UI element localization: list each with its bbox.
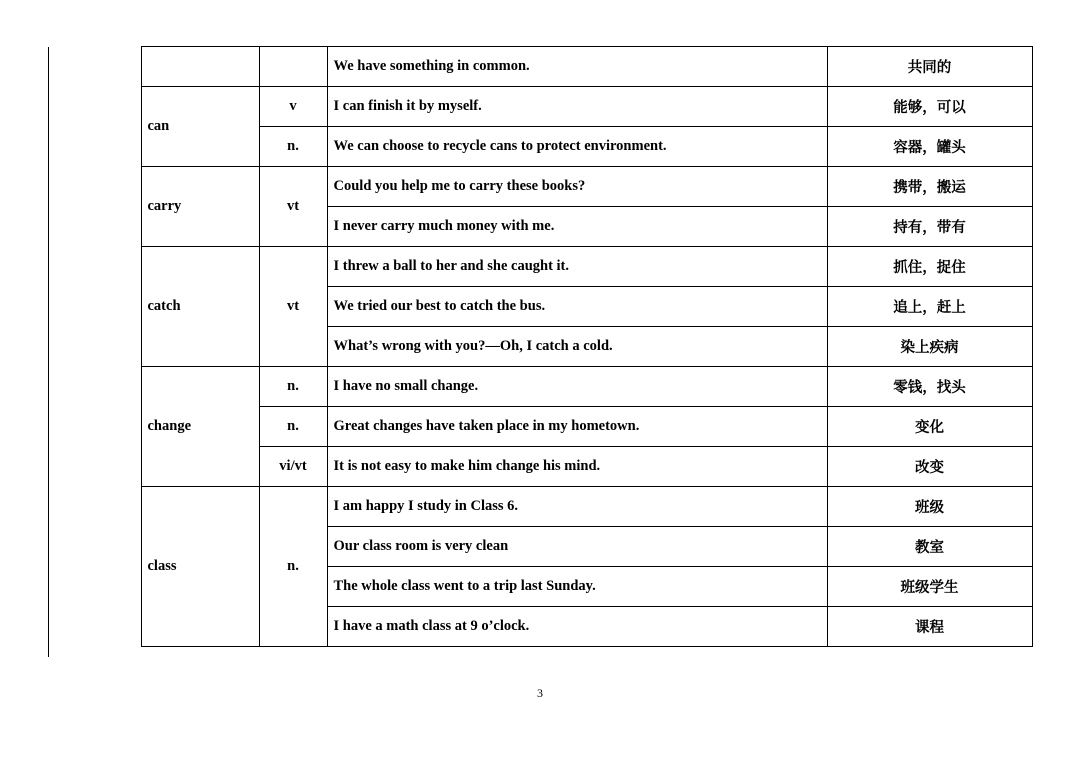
table-row (48, 487, 1032, 527)
page-number: 3 (537, 686, 543, 700)
pos-cell (259, 47, 327, 87)
example-cell: The whole class went to a trip last Sunday. (327, 567, 827, 607)
meaning-cell: 能够，可以 (827, 87, 1032, 127)
meaning-cell: 课程 (827, 607, 1032, 647)
example-cell: Our class room is very clean (327, 527, 827, 567)
table-row (48, 367, 1032, 407)
pos-cell: vt (259, 247, 327, 367)
meaning-cell: 教室 (827, 527, 1032, 567)
word-cell: carry (141, 167, 259, 247)
pos-cell: vt (259, 167, 327, 247)
word-cell: change (141, 367, 259, 487)
meaning-cell: 变化 (827, 407, 1032, 447)
example-cell: Great changes have taken place in my hometown. (327, 407, 827, 447)
pos-cell: vi/vt (259, 447, 327, 487)
table-row (48, 47, 1032, 87)
meaning-cell: 改变 (827, 447, 1032, 487)
table-row (48, 167, 1032, 207)
word-cell: catch (141, 247, 259, 367)
vocabulary-table (48, 46, 1033, 647)
example-cell: I threw a ball to her and she caught it. (327, 247, 827, 287)
pos-cell: n. (259, 407, 327, 447)
pos-cell: n. (259, 127, 327, 167)
table-row (48, 87, 1032, 127)
meaning-cell: 染上疾病 (827, 327, 1032, 367)
pos-cell: n. (259, 367, 327, 407)
blank-left-column (48, 47, 141, 647)
example-cell: I have a math class at 9 o’clock. (327, 607, 827, 647)
table-row (48, 247, 1032, 287)
meaning-cell: 班级学生 (827, 567, 1032, 607)
meaning-cell: 抓住，捉住 (827, 247, 1032, 287)
meaning-cell: 容器，罐头 (827, 127, 1032, 167)
example-cell: What’s wrong with you?—Oh, I catch a cold. (327, 327, 827, 367)
example-cell: It is not easy to make him change his mind. (327, 447, 827, 487)
meaning-cell: 携带，搬运 (827, 167, 1032, 207)
example-cell: I have no small change. (327, 367, 827, 407)
meaning-cell: 共同的 (827, 47, 1032, 87)
meaning-cell: 持有，带有 (827, 207, 1032, 247)
example-cell: I am happy I study in Class 6. (327, 487, 827, 527)
example-cell: We tried our best to catch the bus. (327, 287, 827, 327)
example-cell: Could you help me to carry these books? (327, 167, 827, 207)
word-cell: can (141, 87, 259, 167)
example-cell: We can choose to recycle cans to protect environment. (327, 127, 827, 167)
meaning-cell: 零钱，找头 (827, 367, 1032, 407)
meaning-cell: 班级 (827, 487, 1032, 527)
pos-cell: n. (259, 487, 327, 647)
meaning-cell: 追上，赶上 (827, 287, 1032, 327)
pos-cell: v (259, 87, 327, 127)
example-cell: I never carry much money with me. (327, 207, 827, 247)
example-cell: I can finish it by myself. (327, 87, 827, 127)
example-cell: We have something in common. (327, 47, 827, 87)
word-cell: class (141, 487, 259, 647)
word-cell (141, 47, 259, 87)
